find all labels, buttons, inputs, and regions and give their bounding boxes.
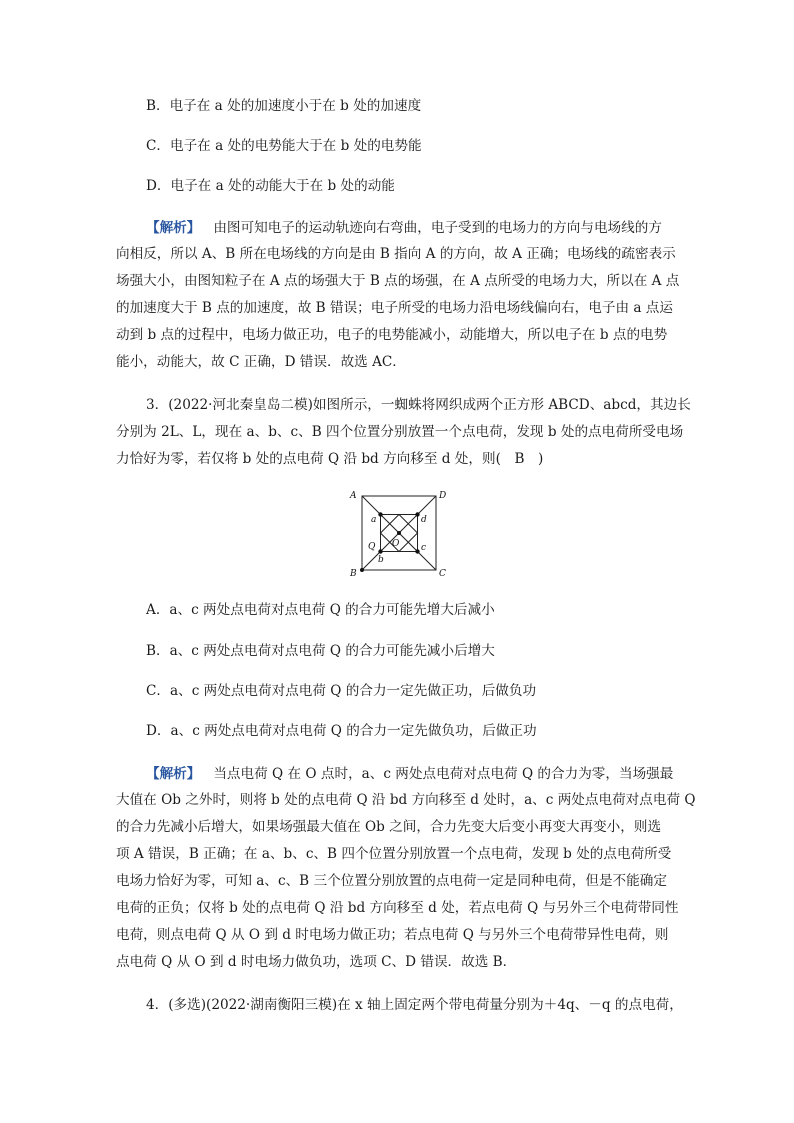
label-d: d [421,515,427,525]
analysis-2-line: 电场力恰好为零，可知 a、c、B 三个位置分别放置的点电荷一定是同种电荷，但是不能确定 [116,873,667,889]
analysis-text: 由图可知电子的运动轨迹向右弯曲，电子受到的电场力的方向与电场线的方 [213,220,662,236]
label-B: B [350,569,357,578]
point-d [415,512,419,516]
analysis-1-line: 的加速度大于 B 点的加速度，故 B 错误；电子所受的电场力沿电场线偏向右，电子由 a 点运 [116,300,673,316]
analysis-2-line: 大值在 Ob 之外时，则将 b 处的点电荷 Q 沿 bd 方向移至 d 处时，a、c 两处点电荷对点电荷 Q [116,792,696,808]
analysis-1-first-line [146,218,662,238]
option-c: C．电子在 a 处的电势能大于在 b 处的电势能 [146,138,422,154]
label-D: D [439,491,447,501]
question-3-line: 分别为 2L、L，现在 a、b、c、B 四个位置分别放置一个点电荷，发现 b 处的点电荷所受电场 [116,424,684,440]
option-b: B．a、c 两处点电荷对点电荷 Q 的合力可能先减小后增大 [146,643,495,659]
label-b: b [378,555,384,565]
analysis-1-line: 动到 b 点的过程中，电场力做正功，电子的电势能减小，动能增大，所以电子在 b 点的电势 [116,327,668,343]
analysis-1-line: 向相反，所以 A、B 所在电场线的方向是由 B 指向 A 的方向，故 A 正确；电场线的疏密表示 [116,246,676,262]
analysis-2-line: 电荷，则点电荷 Q 从 O 到 d 时电场力做正功；若点电荷 Q 与另外三个电荷带异性电荷，则 [116,927,669,943]
label-c: c [421,543,427,553]
option-c: C．a、c 两处点电荷对点电荷 Q 的合力一定先做正功，后做负功 [146,683,537,699]
point-a [378,512,382,516]
point-B-corner [360,568,364,572]
analysis-text: 当点电荷 Q 在 O 点时，a、c 两处点电荷对点电荷 Q 的合力为零，当场强最 [213,766,674,782]
option-b: B．电子在 a 处的加速度小于在 b 处的加速度 [146,98,422,114]
point-c [415,549,419,553]
option-d: D．电子在 a 处的动能大于在 b 处的动能 [146,178,395,194]
label-a: a [371,515,377,525]
label-Q: Q [368,542,376,552]
label-O: O [392,539,400,549]
point-b [378,549,382,553]
analysis-1-line: 场强大小，由图知粒子在 A 点的场强大于 B 点的场强，在 A 点所受的电场力大，所以在 A 点 [116,273,680,289]
question-4-line: 4．(多选)(2022·湖南衡阳三模)在 x 轴上固定两个带电荷量分别为＋4q、－q 的点电荷， [146,997,683,1013]
analysis-tag: 【解析】 [146,220,201,236]
analysis-2-line: 项 A 错误，B 正确；在 a、b、c、B 四个位置分别放置一个点电荷，发现 b 处的点电荷所受 [116,846,672,862]
option-d: D．a、c 两处点电荷对点电荷 Q 的合力一定先做负功，后做正功 [146,723,537,739]
question-3-line: 3．(2022·河北秦皇岛二模)如图所示，一蜘蛛将网织成两个正方形 ABCD、abcd，其边长 [146,397,691,413]
analysis-2-first-line [146,764,673,784]
analysis-tag: 【解析】 [146,766,201,782]
analysis-1-line: 能小，动能大，故 C 正确，D 错误．故选 AC． [116,354,406,370]
question-3-line: 力恰好为零，若仅将 b 处的点电荷 Q 沿 bd 方向移至 d 处，则( B ) [116,451,544,467]
analysis-2-line: 点电荷 Q 从 O 到 d 时电场力做负功，选项 C、D 错误．故选 B． [116,954,517,970]
analysis-2-line: 电荷的正负；仅将 b 处的点电荷 Q 沿 bd 方向移至 d 处，若点电荷 Q 与另外三个电荷带同性 [116,900,679,916]
analysis-2-line: 的合力先减小后增大，如果场强最大值在 Ob 之间，合力先变大后变小再变大再变小，则选 [116,819,662,835]
label-C: C [439,569,446,578]
point-O [397,531,401,535]
option-a: A．a、c 两处点电荷对点电荷 Q 的合力可能先增大后减小 [146,602,495,618]
label-A: A [350,491,357,501]
spider-web-figure [340,486,452,578]
